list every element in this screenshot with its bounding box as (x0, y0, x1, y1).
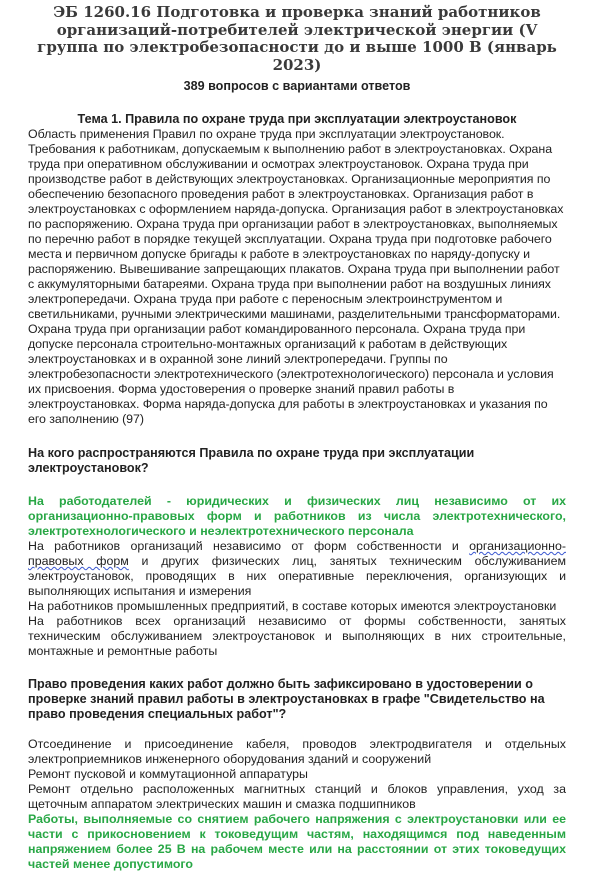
answer-option: Ремонт пусковой и коммутационной аппаратуры (28, 767, 308, 781)
answer-correct: Работы, выполняемые со снятием рабочего напряжения с электроустановки или ее части с прикосновением к токоведущим частям, находящимся под наведенным напряжением более 25 В на рабочем месте или на расстоянии от этих токоведущих частей менее допустимого (28, 812, 566, 871)
answer-option: На работников всех организаций независимо от формы собственности, занятых техническим обслуживанием электроустановок и выполняющих в них строительные, монтажные и ремонтные работы (28, 614, 566, 658)
answer-correct: На работодателей - юридических и физических лиц независимо от их организационно-правовых форм и работников из числа электротехнического, электротехнологического и неэлектротехнического персонала (28, 494, 566, 538)
answer-option (28, 539, 566, 599)
document-subtitle: 389 вопросов с вариантами ответов (183, 79, 411, 93)
answer-option: Отсоединение и присоединение кабеля, проводов электродвигателя и отдельных электроприемников инженерного оборудования зданий и сооружений (28, 737, 566, 766)
topic-description: Область применения Правил по охране труда при эксплуатации электроустановок. Требования к работникам, допускаемым к выполнению работ в электроустановках. Охрана труда при оперативном обслуживании и осмотрах электроустановок. Охрана труда при производстве работ в действующих электроустановках. Организационные мероприятия по обеспечению безопасного проведения работ в электроустановках. Организация работ в электроустановках с оформлением наряда-допуска. Организация работ в электроустановках по распоряжению. Охрана труда при организации работ в электроустановках, выполняемых по перечню работ в порядке текущей эксплуатации. Охрана труда при подготовке рабочего места и первичном допуске бригады к работе в электроустановках по наряду-допуску и распоряжению. Вывешивание запрещающих плакатов. Охрана труда при выполнении работ с аккумуляторными батареями. Охрана труда при выполнении работ на воздушных линиях электропередачи. Охрана труда при работе с переносным электроинструментом и светильниками, ручными электрическими машинами, разделительными трансформаторами. Охрана труда при организации работ командированного персонала. Охрана труда при допуске персонала строительно-монтажных организаций к работам в действующих электроустановках и в охранной зоне линий электропередачи. Группы по электробезопасности электротехнического (электротехнологического) персонала и условия их присвоения. Форма удостоверения о проверке знаний правил работы в электроустановках. Форма наряда-допуска для работы в электроустановках и указания по его заполнению (97) (28, 127, 564, 426)
question-2: Право проведения каких работ должно быть зафиксировано в удостоверении о проверке знаний правил работы в электроустановках в графе "Свидетельство на право проведения специальных работ"? (28, 677, 545, 721)
question-1: На кого распространяются Правила по охране труда при эксплуатации электроустановок? (28, 446, 475, 475)
question-1-answers (28, 494, 566, 659)
document-title: ЭБ 1260.16 Подготовка и проверка знаний работников организаций-потребителей электрической энергии (V группа по электробезопасности до и выше 1000 В (январь 2023) (37, 3, 557, 74)
answer-option: На работников промышленных предприятий, в составе которых имеются электроустановки (28, 599, 557, 613)
spellcheck-underlined-text: организационно-правовых форм (28, 539, 566, 568)
question-2-answers (28, 737, 566, 872)
answer-option: Ремонт отдельно расположенных магнитных станций и блоков управления, уход за щеточным аппаратом электрических машин и смазка подшипников (28, 782, 566, 811)
answer-text-part: и других физических лиц, занятых техническим обслуживанием электроустановок, проводящих в них оперативные переключения, организующих и выполняющих испытания и измерения (28, 554, 566, 598)
topic-heading: Тема 1. Правила по охране труда при эксплуатации электроустановок (77, 112, 517, 126)
answer-text-part: На работников организаций независимо от форм собственности и (28, 539, 470, 553)
